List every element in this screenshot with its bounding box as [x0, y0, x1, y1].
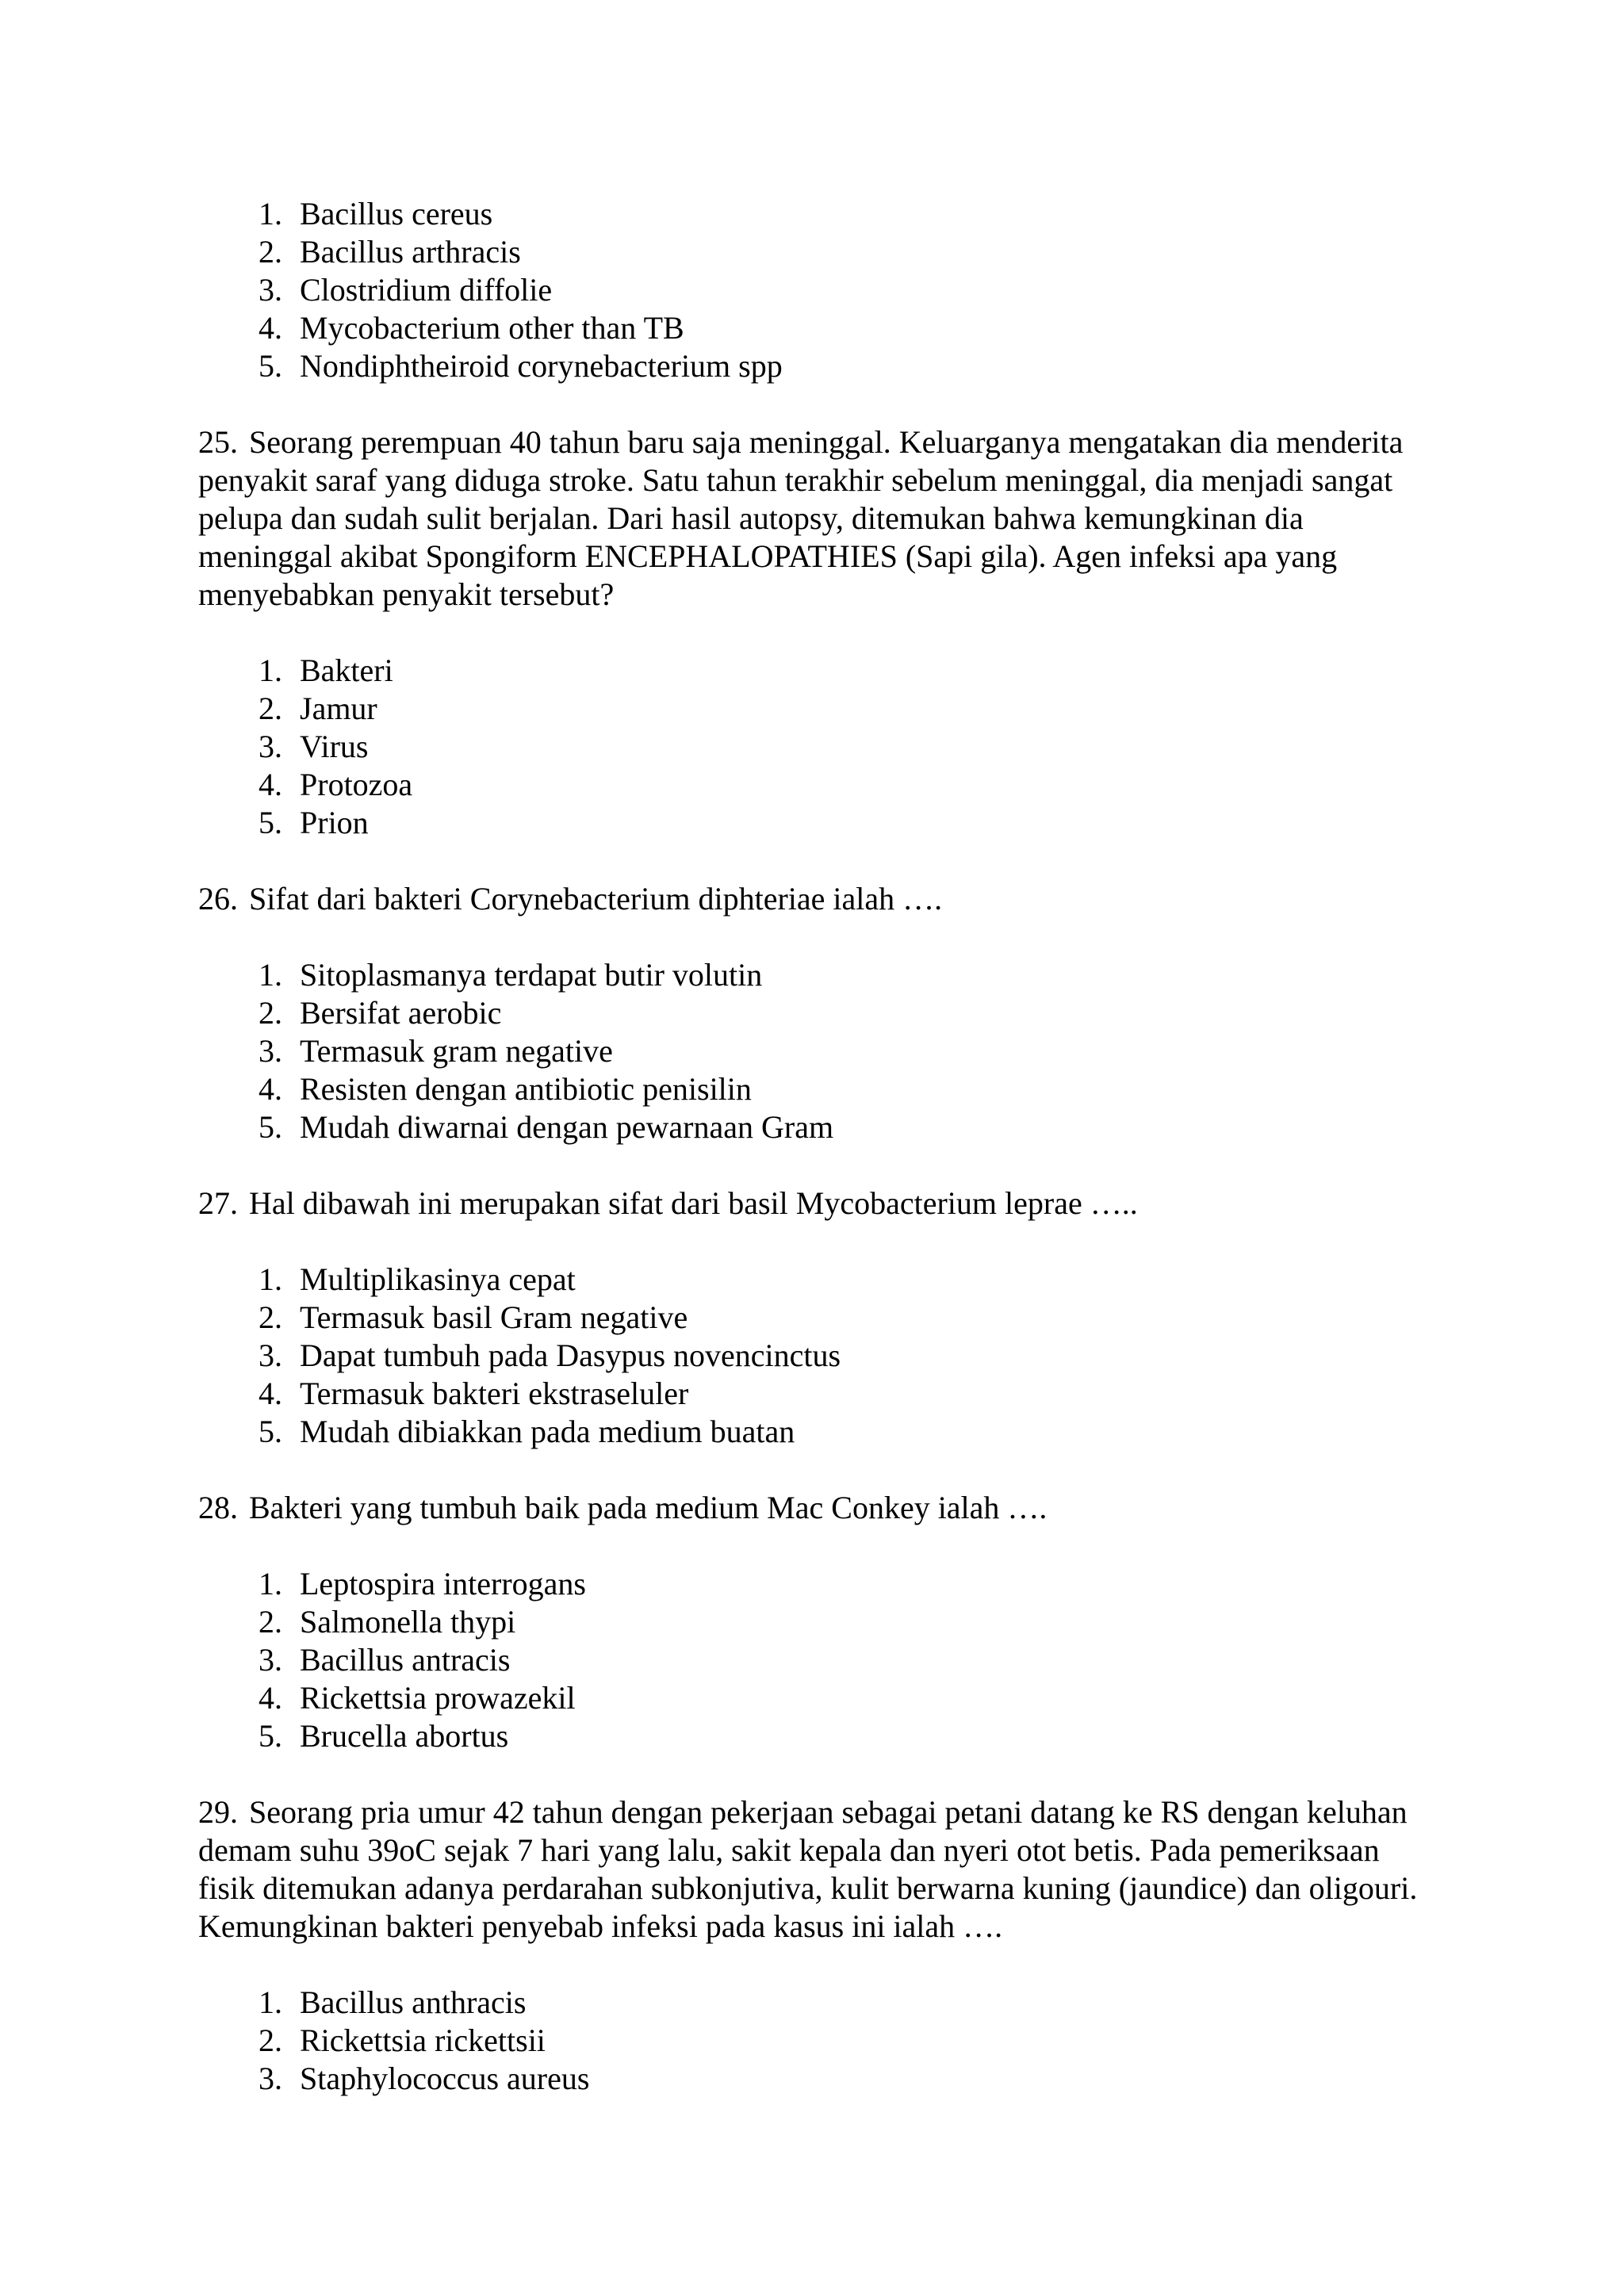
- option-item: [198, 994, 1435, 1032]
- option-number: 3.: [259, 1033, 282, 1069]
- option-text: Brucella abortus: [300, 1718, 509, 1754]
- question-number: 25.: [198, 424, 238, 460]
- option-text: Protozoa: [300, 767, 413, 802]
- option-text: Mudah dibiakkan pada medium buatan: [300, 1414, 795, 1449]
- option-text: Salmonella thypi: [300, 1604, 516, 1640]
- option-item: [198, 1641, 1435, 1679]
- option-text: Mycobacterium other than TB: [300, 310, 684, 346]
- option-item: [198, 1032, 1435, 1070]
- option-number: 1.: [259, 196, 282, 232]
- option-item: [198, 956, 1435, 994]
- question-number: 27.: [198, 1185, 238, 1221]
- option-item: [198, 766, 1435, 804]
- option-text: Termasuk gram negative: [300, 1033, 613, 1069]
- option-number: 4.: [259, 310, 282, 346]
- option-number: 3.: [259, 272, 282, 308]
- option-item: [198, 195, 1435, 233]
- option-number: 2.: [259, 691, 282, 726]
- question-text: Hal dibawah ini merupakan sifat dari basil Mycobacterium leprae …..: [249, 1185, 1138, 1221]
- option-number: 4.: [259, 1376, 282, 1411]
- option-item: [198, 271, 1435, 309]
- option-text: Jamur: [300, 691, 377, 726]
- option-item: [198, 2022, 1435, 2060]
- option-list: [198, 1984, 1435, 2098]
- option-number: 1.: [259, 1261, 282, 1297]
- option-number: 5.: [259, 348, 282, 384]
- option-item: [198, 1108, 1435, 1146]
- question-26: [198, 880, 1435, 918]
- question-text: Seorang perempuan 40 tahun baru saja meninggal. Keluarganya mengatakan dia menderita penyakit saraf yang diduga stroke. Satu tahun terakhir sebelum meninggal, dia menjadi sangat pelupa dan sudah sulit berjalan. Dari hasil autopsy, ditemukan bahwa kemungkinan dia meninggal akibat Spongiform ENCEPHALOPATHIES (Sapi gila). Agen infeksi apa yang menyebabkan penyakit tersebut?: [198, 424, 1404, 612]
- option-number: 2.: [259, 1299, 282, 1335]
- option-item: [198, 690, 1435, 728]
- option-text: Bacillus antracis: [300, 1642, 511, 1678]
- option-item: [198, 1679, 1435, 1717]
- option-item: [198, 2060, 1435, 2098]
- option-number: 5.: [259, 1414, 282, 1449]
- option-number: 4.: [259, 1071, 282, 1107]
- option-item: [198, 1337, 1435, 1375]
- question-28: [198, 1489, 1435, 1527]
- option-number: 3.: [259, 1337, 282, 1373]
- option-number: 4.: [259, 1680, 282, 1716]
- question-text: Seorang pria umur 42 tahun dengan pekerjaan sebagai petani datang ke RS dengan keluhan demam suhu 39oC sejak 7 hari yang lalu, sakit kepala dan nyeri otot betis. Pada pemeriksaan fisik ditemukan adanya perdarahan subkonjutiva, kulit berwarna kuning (jaundice) dan oligouri. Kemungkinan bakteri penyebab infeksi pada kasus ini ialah ….: [198, 1794, 1418, 1944]
- option-number: 2.: [259, 1604, 282, 1640]
- option-item: [198, 728, 1435, 766]
- option-item: [198, 652, 1435, 690]
- question-number: 28.: [198, 1490, 238, 1525]
- option-text: Bakteri: [300, 652, 393, 688]
- option-item: [198, 1261, 1435, 1299]
- option-text: Clostridium diffolie: [300, 272, 553, 308]
- option-text: Bacillus arthracis: [300, 234, 521, 270]
- document-page: [198, 195, 1435, 2098]
- option-number: 5.: [259, 1718, 282, 1754]
- option-text: Rickettsia prowazekil: [300, 1680, 576, 1716]
- option-text: Bacillus cereus: [300, 196, 493, 232]
- question-number: 26.: [198, 881, 238, 916]
- option-text: Resisten dengan antibiotic penisilin: [300, 1071, 752, 1107]
- option-text: Bersifat aerobic: [300, 995, 502, 1031]
- option-number: 5.: [259, 805, 282, 840]
- option-number: 2.: [259, 234, 282, 270]
- option-number: 2.: [259, 995, 282, 1031]
- option-text: Rickettsia rickettsii: [300, 2022, 546, 2058]
- option-item: [198, 1375, 1435, 1413]
- option-text: Nondiphtheiroid corynebacterium spp: [300, 348, 783, 384]
- question-text: Bakteri yang tumbuh baik pada medium Mac Conkey ialah ….: [249, 1490, 1048, 1525]
- option-number: 3.: [259, 1642, 282, 1678]
- option-item: [198, 347, 1435, 385]
- option-text: Leptospira interrogans: [300, 1566, 586, 1601]
- question-number: 29.: [198, 1794, 238, 1830]
- option-item: [198, 1717, 1435, 1755]
- option-item: [198, 1413, 1435, 1451]
- option-number: 1.: [259, 652, 282, 688]
- option-text: Dapat tumbuh pada Dasypus novencinctus: [300, 1337, 841, 1373]
- option-item: [198, 804, 1435, 842]
- option-text: Bacillus anthracis: [300, 1984, 527, 2020]
- option-text: Sitoplasmanya terdapat butir volutin: [300, 957, 763, 993]
- option-list: [198, 652, 1435, 842]
- option-number: 2.: [259, 2022, 282, 2058]
- option-text: Prion: [300, 805, 369, 840]
- option-item: [198, 1565, 1435, 1603]
- option-number: 3.: [259, 729, 282, 764]
- option-item: [198, 309, 1435, 347]
- question-text: Sifat dari bakteri Corynebacterium diphteriae ialah ….: [249, 881, 943, 916]
- option-text: Termasuk bakteri ekstraseluler: [300, 1376, 689, 1411]
- option-item: [198, 233, 1435, 271]
- question-29: [198, 1793, 1435, 1946]
- option-text: Staphylococcus aureus: [300, 2061, 590, 2096]
- question-25: [198, 423, 1435, 614]
- option-list: [198, 1565, 1435, 1755]
- option-text: Termasuk basil Gram negative: [300, 1299, 688, 1335]
- option-item: [198, 1984, 1435, 2022]
- option-number: 1.: [259, 1984, 282, 2020]
- option-item: [198, 1603, 1435, 1641]
- option-item: [198, 1070, 1435, 1108]
- option-number: 5.: [259, 1109, 282, 1145]
- option-number: 1.: [259, 957, 282, 993]
- question-27: [198, 1184, 1435, 1223]
- option-list: [198, 1261, 1435, 1451]
- option-text: Virus: [300, 729, 369, 764]
- option-item: [198, 1299, 1435, 1337]
- option-number: 4.: [259, 767, 282, 802]
- option-list: [198, 195, 1435, 385]
- option-number: 3.: [259, 2061, 282, 2096]
- option-text: Mudah diwarnai dengan pewarnaan Gram: [300, 1109, 834, 1145]
- option-number: 1.: [259, 1566, 282, 1601]
- option-list: [198, 956, 1435, 1146]
- option-text: Multiplikasinya cepat: [300, 1261, 576, 1297]
